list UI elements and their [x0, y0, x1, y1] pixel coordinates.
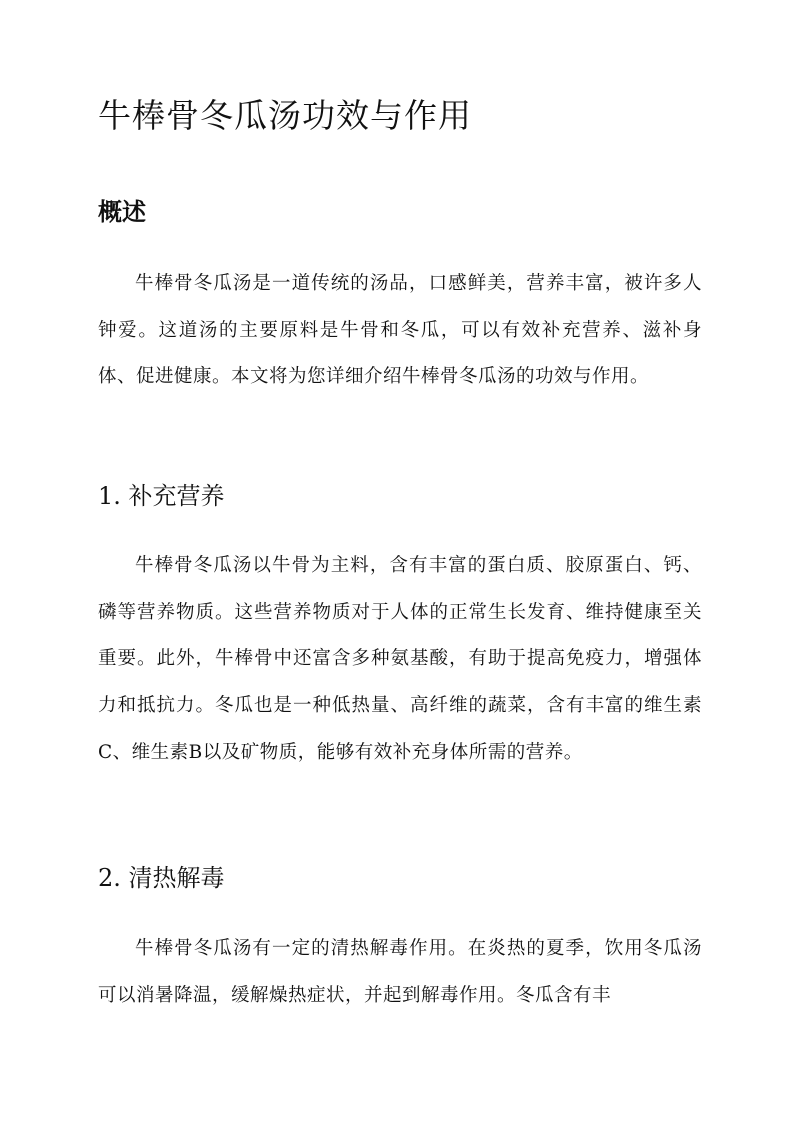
section-2-paragraph: 牛棒骨冬瓜汤有一定的清热解毒作用。在炎热的夏季，饮用冬瓜汤可以消暑降温，缓解燥热症状，并起到解毒作用。冬瓜含有丰 [98, 938, 702, 1006]
section-1-heading: 1. 补充营养 [98, 482, 225, 510]
section-1-paragraph: 牛棒骨冬瓜汤以牛骨为主料，含有丰富的蛋白质、胶原蛋白、钙、磷等营养物质。这些营养物质对于人体的正常生长发育、维持健康至关重要。此外，牛棒骨中还富含多种氨基酸，有助于提高免疫力，增强体力和抵抗力。冬瓜也是一种低热量、高纤维的蔬菜，含有丰富的维生素C、维生素B以及矿物质，能够有效补充身体所需的营养。 [98, 555, 702, 763]
section-2-heading: 2. 清热解毒 [98, 864, 225, 892]
overview-heading: 概述 [98, 197, 146, 226]
overview-paragraph: 牛棒骨冬瓜汤是一道传统的汤品，口感鲜美，营养丰富，被许多人钟爱。这道汤的主要原料是牛骨和冬瓜，可以有效补充营养、滋补身体、促进健康。本文将为您详细介绍牛棒骨冬瓜汤的功效与作用。 [98, 273, 702, 388]
document-title: 牛棒骨冬瓜汤功效与作用 [98, 96, 472, 135]
